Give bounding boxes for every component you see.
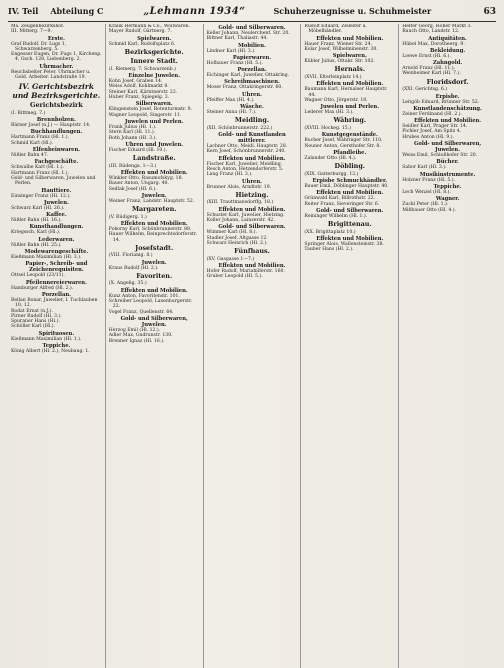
category-heading: Wäsche.: [240, 104, 264, 111]
category-heading: Effekten und Mobilien.: [414, 118, 482, 125]
directory-entry: Resch Anton, Hetzendorferstr. 5.: [206, 167, 284, 173]
column-3: [204, 24, 302, 668]
category-heading: Gold- und Silberwaren, Juwelen.: [413, 141, 482, 154]
directory-entry: Weiss Emil, Schloßhofer Str. 20.: [402, 153, 478, 159]
directory-entry: (XII. Schönbrunnerstr. 222.): [206, 125, 273, 131]
category-heading: Einzelne Juwelen.: [128, 73, 181, 80]
district-heading: Favoriten.: [136, 271, 173, 280]
category-heading: Kaffee.: [46, 212, 67, 219]
district-heading: Floridsdorf.: [426, 77, 469, 86]
directory-entry: (XXI. Gerichtsg. 6.): [402, 87, 448, 93]
category-heading: Hauttiere.: [41, 187, 72, 194]
directory-entry: Einsinger Franz (Hl. 12.).: [11, 193, 71, 199]
directory-entry: Kern Josef, Schönbrunnerstr. 240.: [206, 149, 286, 155]
directory-entry: Kübler Julius, Ottakr. Str. 102.: [304, 59, 375, 65]
directory-entry: (XIII. Trauttmansdorffg. 18.): [206, 200, 274, 206]
directory-entry: Moser Franz, Ottakringerstr. 60.: [206, 85, 283, 91]
category-heading: Juwelen und Perlen.: [124, 118, 184, 125]
directory-entry: Lindner Karl (Hl. 3.).: [206, 48, 256, 54]
directory-entry: Zeiner Ferdinand (Hl. 2.).: [402, 111, 463, 117]
category-heading: Buchhandlungen.: [30, 129, 83, 136]
directory-entry: Bellan Bonar, Juwelier, I. Tuchlauben 10, 12.: [11, 297, 98, 309]
category-heading: Effekten und Mobilien.: [120, 287, 188, 294]
directory-entry: Nißler Bahn (Hl. 25.).: [11, 242, 62, 248]
category-heading: Effekten und Mobilien.: [218, 155, 286, 162]
directory-entry: Hrubes Anton (Hl. 9.).: [402, 134, 454, 140]
directory-entry: Frank Julius (Hl. 1.).: [108, 124, 157, 130]
directory-entry: Winkler Otto, Rasumofskyg. 18.: [108, 175, 183, 181]
directory-entry: (XV. Gasgasse 1—7.): [206, 256, 255, 262]
directory-entry: Stadler Josef, Altgasse 12.: [206, 235, 268, 241]
directory-entry: Bucher Josef, Währinger Str. 110.: [304, 138, 383, 144]
directory-entry: (XX. Brigittaplatz 10.): [304, 229, 356, 235]
directory-entry: Seidler Karl, Prager Str. 14.: [402, 124, 468, 130]
directory-entry: Brenner Ignaz (Hl. 16.).: [108, 338, 165, 344]
directory-entry: Helfer Georg, Hoher Markt 3.: [402, 24, 472, 29]
directory-entry: III. Mitterg. 7—9.: [11, 29, 52, 35]
directory-entry: (III. Rüdenga. 1—3.): [108, 163, 157, 169]
page-header: [8, 6, 496, 22]
category-heading: Porzellan.: [41, 291, 71, 298]
directory-entry: Pirner Rudolf (Hl. 3.).: [11, 313, 62, 319]
column-5: [399, 24, 496, 668]
column-2: [106, 24, 204, 668]
directory-entry: (X. Angelig. 35.): [108, 281, 147, 287]
category-heading: Lederwaren.: [38, 236, 75, 243]
directory-entry: Kunz Anton, Favoritenstr. 101.: [108, 293, 180, 299]
directory-entry: (I. Rittmeg. 7.): [11, 110, 46, 116]
category-heading: Gold- und Silberwaren.: [316, 207, 384, 214]
directory-entry: (XVIII. Hockeg. 15.): [304, 125, 351, 131]
directory-entry: Holzner Franz (Hl. 5.).: [402, 177, 455, 183]
directory-entry: Kohn Josef, Graben 14.: [108, 79, 163, 85]
category-heading: Erpisbe.: [435, 93, 460, 100]
directory-entry: Reiter Franz, Sieveringer Str. 6.: [304, 201, 380, 207]
directory-entry: Huber Franz, Spiegelg. 3.: [108, 95, 170, 101]
directory-entry: Kolar Josef, Wilhelminenstr. 30.: [304, 46, 378, 52]
directory-entry: Pichler Josef, Am Spitz 4.: [402, 129, 462, 135]
directory-entry: Leitgöb Eduard, Brünner Str. 52.: [402, 99, 480, 105]
columns-container: [8, 24, 496, 668]
directory-entry: Lachner Otto, Meidl. Hauptstr. 28.: [206, 144, 288, 150]
category-heading: Kunsthandlungen.: [29, 224, 84, 231]
category-heading: Gold- und Kunstlanden mittlerer.: [218, 132, 286, 145]
category-heading: Spielwaren.: [137, 35, 172, 42]
category-heading: Effekten und Mobilien.: [316, 35, 384, 42]
directory-entry: Springer Alois, Wallensteinstr. 38.: [304, 241, 384, 247]
directory-entry: (V. Rüdigerg. 1.): [108, 214, 147, 220]
category-heading: Effekten und Mobilien.: [120, 220, 188, 227]
directory-entry: (VIII. Florianig. 8.): [108, 253, 153, 259]
category-heading: Elfenbeinwaren.: [32, 147, 81, 154]
directory-entry: Nißler Bahn (Hl. 16.).: [11, 218, 62, 224]
directory-entry: Kraus Rudolf (Hl. 2.).: [108, 265, 159, 271]
directory-entry: Weiss Adolf, Kohlmarkt 8.: [108, 84, 169, 90]
category-heading: Antiquitäten.: [428, 35, 467, 42]
category-heading: Erste.: [47, 35, 65, 42]
directory-entry: Zuckl Peter (Hl. 1.).: [402, 202, 449, 208]
directory-entry: Lech Wenzel (Hl. 8.).: [402, 189, 451, 195]
district-heading: Währing.: [333, 116, 367, 125]
category-heading: Effekten und Mobilien.: [218, 263, 286, 270]
district-heading: Brigittenau.: [327, 220, 372, 229]
column-1: [8, 24, 106, 668]
directory-entry: Hofer Rudolf, Mariahilferstr. 160.: [206, 269, 285, 275]
directory-entry: Hauer Franz, Wiener Str. 24.: [304, 41, 372, 47]
category-heading: Effekten und Mobilien.: [316, 190, 384, 197]
category-heading: Gold- und Silberwaren, Juwelen.: [120, 315, 188, 328]
directory-entry: Rudolf Eduard, Zeileiter u. Möbelhändler.: [304, 24, 367, 35]
column-4: [301, 24, 399, 668]
directory-entry: Schreiber Leopold, Laxenburgerstr. 22.: [108, 299, 193, 310]
directory-entry: (XVII. Elterleinplatz 14.): [304, 74, 362, 80]
district-heading: Döbling.: [334, 162, 366, 171]
running-subtitle: Schuherzeugnisse u. Schuhmeister: [273, 6, 432, 16]
directory-entry: Kießmann Maximilian (Hl. 1.).: [11, 336, 82, 342]
category-heading: Juwelen.: [141, 192, 167, 199]
directory-entry: Sabor Karl (Hl. 3.).: [402, 165, 447, 171]
running-title: „Lehmann 1934“: [143, 6, 246, 17]
directory-entry: Tauber Hans (Hl. 2.).: [304, 247, 354, 253]
directory-entry: Bauer Emil, Döblinger Hauptstr. 40.: [304, 183, 389, 189]
part-label: IV. Teil: [8, 6, 39, 16]
directory-entry: (XIX. Gatterburgg. 12.): [304, 171, 359, 177]
directory-entry: Hartmann Franz (Hl. 1.).: [11, 170, 70, 176]
category-heading: Pfandleihe.: [333, 149, 367, 156]
directory-entry: Schwarz Karl (Hl. 26.).: [11, 205, 65, 211]
directory-entry: Mißbauer Otto (Hl. 4.).: [402, 207, 456, 213]
category-heading: Papier-, Schreib- und Zeichenrequisiten.: [25, 261, 88, 274]
directory-entry: Nißler Bahn 47.: [11, 153, 49, 159]
directory-entry: König Albert (Hl. 2.), Neubaug. 1.: [11, 349, 90, 354]
category-heading: Bekleidung.: [430, 47, 466, 54]
directory-entry: Kralik Hermann & Co., Wollwaren.: [108, 24, 190, 29]
section-heading: IV. Gerichtsbezirk und Bezirksgerichte.: [12, 82, 101, 100]
directory-entry: Pfeiffer Max (Hl. 4.).: [206, 97, 255, 103]
directory-entry: Wagner Leopold, Singerstr. 11.: [108, 112, 182, 118]
category-heading: Gold- und Silberwaren.: [218, 25, 286, 31]
directory-entry: Neuner Anton, Gersthofer Str. 8.: [304, 143, 381, 149]
category-heading: Wagner.: [435, 196, 460, 203]
district-heading: Landstraße.: [132, 154, 176, 163]
category-heading: Uhren.: [242, 178, 262, 185]
directory-entry: Baumann Karl, Hernalser Hauptstr. 44.: [304, 87, 388, 98]
directory-entry: Grünwald Karl, Billrothstr. 22.: [304, 196, 376, 202]
district-heading: Meidling.: [234, 116, 270, 125]
category-heading: Kunstlandenschätzung.: [413, 105, 482, 112]
category-heading: Mobilien.: [238, 42, 266, 49]
directory-entry: Herzog Emil (Hl. 12.).: [108, 327, 161, 333]
district-heading: Hernals.: [334, 65, 366, 74]
directory-entry: Bittner Karl, Thaliastr. 44.: [206, 36, 268, 42]
directory-entry: Eichinger Karl, Juwelier, Ottakring.: [206, 73, 290, 79]
directory-entry: Schmid Karl, Rudolfsplatz 6.: [108, 41, 176, 47]
directory-entry: Mayer Rudolf, Gärtnerg. 7.: [108, 29, 172, 35]
category-heading: Gold- und Silberwaren.: [218, 224, 286, 231]
directory-entry: Schmid Karl (Hl.).: [11, 140, 54, 146]
directory-entry: Hamburger Alfred (Hl. 2.).: [11, 285, 74, 291]
category-heading: Musikinstrumente.: [419, 171, 476, 178]
directory-entry: Gold- und Silberwaren, Juwelen und Perlen.: [11, 175, 96, 187]
category-heading: Zahngold.: [432, 60, 463, 67]
category-heading: Juwelen.: [43, 199, 69, 206]
directory-entry: Wimmer Karl (Hl. 8.).: [206, 230, 257, 236]
directory-entry: Adler Max, Gudrunstr. 130.: [108, 333, 173, 339]
directory-entry: Schuster Karl, Juwelier, Hietzing.: [206, 212, 285, 218]
directory-entry: Schwarz Heinrich (Hl. 2.).: [206, 240, 268, 246]
directory-entry: Bauer Anton, Ungarg. 40.: [108, 181, 169, 187]
district-heading: Hietzing.: [235, 190, 269, 199]
category-heading: Effekten und Mobilien.: [120, 169, 188, 176]
directory-entry: Arnold Franz (Hl. 11.).: [402, 66, 456, 72]
directory-entry: Vogel Franz, Quellenstr. 64.: [108, 309, 174, 315]
category-heading: Kunstgegenstände.: [321, 132, 378, 139]
directory-entry: Fischer Eduard (Hl. 10.).: [108, 147, 168, 153]
category-heading: Modewarengeschäfte.: [24, 249, 89, 256]
district-heading: Fünfhaus.: [234, 247, 270, 256]
directory-entry: Reuchsbeiter Peter, Uhrmacher u. Gold. Arbeiter. Landstraße 19.: [11, 69, 91, 81]
category-heading: Papierwaren.: [232, 54, 272, 61]
district-heading: Margareten.: [131, 205, 177, 214]
directory-entry: Kriegssch. Karl (Hl.).: [11, 230, 61, 236]
directory-entry: Lang Franz (Hl. 3.).: [206, 172, 253, 178]
directory-entry: Bärner Josef (n.J.) — Hauptstr. 14.: [11, 123, 91, 129]
district-heading: Bezirksgerichte.: [124, 47, 184, 56]
directory-entry: Kießmann Maximilian (Hl. 3.).: [11, 255, 82, 261]
category-heading: Erpisbe Schmuckhändler.: [312, 177, 388, 184]
directory-entry: Hauer Wilhelm, Reinprechtsdorferstr. 14.: [108, 232, 197, 243]
directory-entry: Lederer Max (Hl. 3.).: [304, 110, 354, 116]
page-number: 63: [483, 7, 496, 17]
category-heading: Uhrmacher.: [39, 63, 74, 70]
category-heading: Silberwaren.: [135, 101, 173, 108]
district-heading: Gerichtsbezirk: [30, 101, 83, 110]
directory-entry: Keller Johann, Neulerchenf. Str. 20.: [206, 31, 290, 36]
directory-entry: Pokorny Karl, Schönbrunnerstr. 88.: [108, 226, 192, 232]
directory-entry: Spuraner Hans (Hl.).: [11, 319, 60, 325]
directory-entry: Zalander Otto (Hl. 4.).: [304, 155, 357, 161]
directory-entry: Ottsel Leopold (23/11).: [11, 273, 65, 279]
category-heading: Juwelen.: [141, 259, 167, 266]
directory-entry: Graf Rudolf, Dr. Lugs 1, Schwarzenberg. 5.: [11, 41, 67, 52]
directory-entry: Steiner Karl, Kärntnerstr. 22.: [108, 89, 178, 95]
directory-entry: Weiner Franz, Landstr. Hauptstr. 52.: [108, 198, 195, 204]
category-heading: Fachgeschäfte.: [34, 159, 79, 166]
directory-entry: Brunner Alois, Arndtstr. 19.: [206, 184, 272, 190]
section-label: Abteilung C: [50, 6, 104, 16]
category-heading: Pfeilennereierwaren.: [25, 279, 87, 286]
directory-entry: (I. Riemerg. 7; Schwarzenb.): [108, 66, 176, 72]
district-heading: Innere Stadt.: [130, 57, 178, 66]
category-heading: Uhren und Juwelen.: [125, 141, 184, 148]
category-heading: Spirituosen.: [38, 330, 75, 337]
directory-entry: Hofbauer Franz (Hl. 5.).: [206, 60, 263, 66]
directory-entry: Rodat Ernst (n.J.).: [11, 308, 53, 314]
directory-entry: Weinheimer Karl (Hl. 7.).: [402, 71, 461, 77]
directory-entry: Koller Johann, Lainzerstr. 42.: [206, 218, 275, 224]
directory-entry: Fischer Karl, Juwelier, Meidling.: [206, 161, 283, 167]
directory-entry: Klingenstein Josef, Rotenturmstr. 9.: [108, 107, 192, 113]
directory-entry: Hartmann Franz (Hl. 1.).: [11, 135, 70, 141]
category-heading: Uhren.: [242, 91, 262, 98]
directory-entry: Gruber Leopold (Hl. 5.).: [206, 274, 263, 280]
directory-entry: Sedlak Josef (Hl. 6.).: [108, 186, 157, 192]
district-heading: Josefstadt.: [135, 243, 174, 252]
directory-entry: Engesser Eugen, Dr. Fugs 1, Kirchenp. 4, Gsch. 128, Liebenberg. 2.: [11, 52, 102, 63]
category-heading: Juwelen und Perlen.: [320, 104, 380, 111]
directory-entry: Schwalbe Karl (Hl. 1.).: [11, 165, 65, 171]
category-heading: Porzellan.: [237, 67, 267, 74]
category-heading: Teppiche.: [433, 183, 462, 190]
category-heading: Schreibmaschinen.: [224, 79, 280, 86]
directory-entry: Roth Johann (Hl. 3.).: [108, 135, 157, 141]
directory-entry: Reininger Wilhelm (Hl. 1.).: [304, 213, 368, 219]
category-heading: Effekten und Mobilien.: [316, 235, 384, 242]
category-heading: Effekten und Mobilien.: [218, 206, 286, 213]
directory-entry: Rauch Otto, Landstr. 12.: [402, 29, 460, 35]
directory-entry: Hübel Max, Dorotheerg. 9.: [402, 41, 465, 47]
directory-entry: Stern Karl (Hl. 11.).: [108, 130, 156, 136]
category-heading: Teppiche.: [42, 343, 71, 349]
category-heading: Spielwaren.: [332, 53, 367, 60]
directory-entry: Steiner Anna (Hl. 7.).: [206, 110, 257, 116]
category-heading: Bücher.: [436, 159, 459, 166]
directory-entry: Loewe Ernst (Hl. 6.).: [402, 53, 451, 59]
category-heading: Effekten und Mobilien.: [316, 81, 384, 88]
category-heading: Brennholzen.: [36, 117, 76, 124]
directory-entry: Wagner Otto, Jörgerstr. 18.: [304, 97, 368, 103]
directory-entry: Schöller Karl (Hl.).: [11, 324, 56, 330]
directory-entry: Ms. Zeugenbezirkshof.: [11, 24, 65, 29]
